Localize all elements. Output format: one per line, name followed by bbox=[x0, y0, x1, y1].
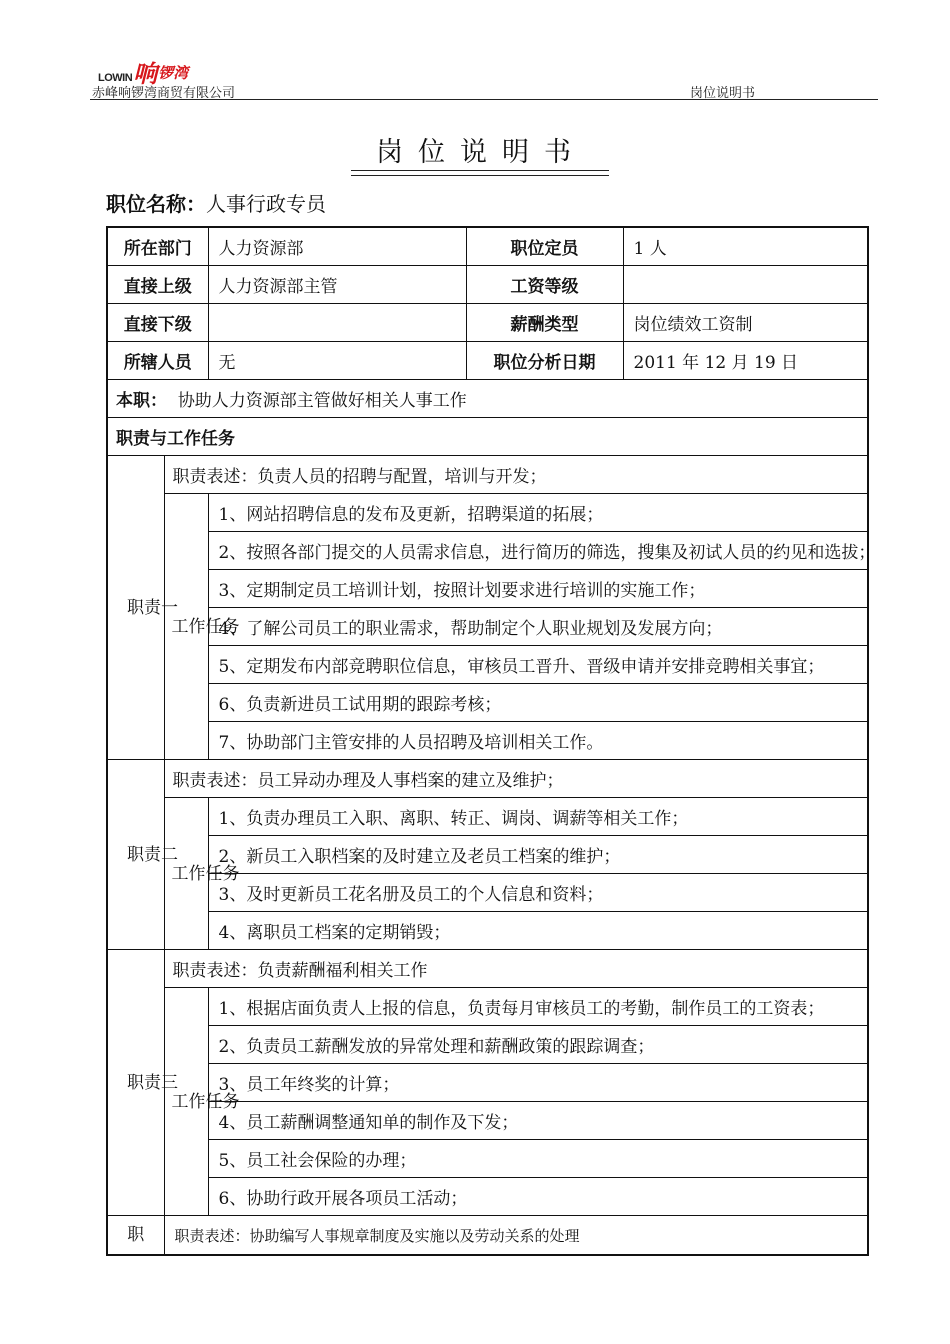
resp3-task-5: 5、员工社会保险的办理； bbox=[208, 1140, 868, 1178]
resp1-task-1: 1、网站招聘信息的发布及更新，招聘渠道的拓展； bbox=[208, 494, 868, 532]
resp3-task-4: 4、员工薪酬调整通知单的制作及下发； bbox=[208, 1102, 868, 1140]
job-title-value: 人事行政专员 bbox=[206, 192, 326, 216]
page-header bbox=[90, 56, 878, 102]
logo-big-char: 响 bbox=[133, 60, 158, 88]
resp1-label: 职责一 bbox=[107, 456, 164, 760]
task-row bbox=[107, 1140, 868, 1178]
resp1-task-4: 4、了解公司员工的职业需求，帮助制定个人职业规划及发展方向； bbox=[208, 608, 868, 646]
resp3-task-label: 工作任务 bbox=[164, 988, 208, 1216]
duty-cell bbox=[107, 380, 868, 418]
task-row bbox=[107, 874, 868, 912]
document-title: 岗位说明书 bbox=[376, 137, 586, 168]
date-label: 职位分析日期 bbox=[466, 342, 623, 380]
resp3-description: 职责表述：负责薪酬福利相关工作 bbox=[164, 950, 868, 988]
task-row bbox=[107, 1026, 868, 1064]
task-row bbox=[107, 570, 868, 608]
task-row bbox=[107, 494, 868, 532]
resp1-task-3: 3、定期制定员工培训计划，按照计划要求进行培训的实施工作； bbox=[208, 570, 868, 608]
duty-value: 协助人力资源部主管做好相关人事工作 bbox=[177, 391, 467, 411]
resp2-task-1: 1、负责办理员工入职、离职、转正、调岗、调薪等相关工作； bbox=[208, 798, 868, 836]
duty-label: 本职： bbox=[116, 391, 167, 411]
resp1-description: 职责表述：负责人员的招聘与配置，培训与开发； bbox=[164, 456, 868, 494]
resp2-desc-row bbox=[107, 760, 868, 798]
resp3-task-6: 6、协助行政开展各项员工活动； bbox=[208, 1178, 868, 1216]
resp2-task-4: 4、离职员工档案的定期销毁； bbox=[208, 912, 868, 950]
resp3-task-3: 3、员工年终奖的计算； bbox=[208, 1064, 868, 1102]
job-title-line bbox=[106, 188, 326, 217]
task-row bbox=[107, 608, 868, 646]
pay-type-label: 薪酬类型 bbox=[466, 304, 623, 342]
task-row bbox=[107, 722, 868, 760]
info-row-1 bbox=[107, 227, 868, 266]
resp1-task-6: 6、负责新进员工试用期的跟踪考核； bbox=[208, 684, 868, 722]
resp2-description: 职责表述：员工异动办理及人事档案的建立及维护； bbox=[164, 760, 868, 798]
info-row-4 bbox=[107, 342, 868, 380]
header-divider bbox=[90, 99, 878, 100]
resp3-label: 职责三 bbox=[107, 950, 164, 1216]
headcount-label: 职位定员 bbox=[466, 227, 623, 266]
info-row-2 bbox=[107, 266, 868, 304]
info-row-3 bbox=[107, 304, 868, 342]
task-row bbox=[107, 912, 868, 950]
subordinate-label: 直接下级 bbox=[107, 304, 208, 342]
staff-label: 所辖人员 bbox=[107, 342, 208, 380]
title-underline-secondary bbox=[351, 175, 609, 176]
grade-value bbox=[623, 266, 868, 304]
title-underline bbox=[351, 170, 609, 171]
subordinate-value bbox=[208, 304, 466, 342]
task-row bbox=[107, 798, 868, 836]
resp4-desc-row bbox=[107, 1216, 868, 1256]
pay-type-value: 岗位绩效工资制 bbox=[623, 304, 868, 342]
dept-label: 所在部门 bbox=[107, 227, 208, 266]
resp2-task-2: 2、新员工入职档案的及时建立及老员工档案的维护； bbox=[208, 836, 868, 874]
task-row bbox=[107, 532, 868, 570]
resp1-desc-row bbox=[107, 456, 868, 494]
resp1-task-2: 2、按照各部门提交的人员需求信息，进行简历的筛选，搜集及初试人员的约见和选拔； bbox=[208, 532, 868, 570]
task-row bbox=[107, 1178, 868, 1216]
task-row bbox=[107, 988, 868, 1026]
resp1-task-7: 7、协助部门主管安排的人员招聘及培训相关工作。 bbox=[208, 722, 868, 760]
section-row bbox=[107, 418, 868, 456]
staff-value: 无 bbox=[208, 342, 466, 380]
resp2-task-label: 工作任务 bbox=[164, 798, 208, 950]
resp4-label: 职 bbox=[107, 1216, 164, 1256]
resp3-task-1: 1、根据店面负责人上报的信息，负责每月审核员工的考勤，制作员工的工资表； bbox=[208, 988, 868, 1026]
job-description-table bbox=[106, 226, 876, 1256]
logo-small-chars: 锣湾 bbox=[158, 64, 189, 82]
dept-value: 人力资源部 bbox=[208, 227, 466, 266]
resp2-task-3: 3、及时更新员工花名册及员工的个人信息和资料； bbox=[208, 874, 868, 912]
superior-value: 人力资源部主管 bbox=[208, 266, 466, 304]
task-row bbox=[107, 646, 868, 684]
resp4-description: 职责表述：协助编写人事规章制度及实施以及劳动关系的处理 bbox=[164, 1216, 868, 1256]
date-value: 2011 年 12 月 19 日 bbox=[623, 342, 868, 380]
resp2-label: 职责二 bbox=[107, 760, 164, 950]
grade-label: 工资等级 bbox=[466, 266, 623, 304]
resp1-task-label: 工作任务 bbox=[164, 494, 208, 760]
task-row bbox=[107, 684, 868, 722]
company-name: 赤峰响锣湾商贸有限公司 bbox=[92, 86, 236, 101]
resp1-task-5: 5、定期发布内部竞聘职位信息，审核员工晋升、晋级申请并安排竞聘相关事宜； bbox=[208, 646, 868, 684]
logo-latin-text: LOWIN bbox=[98, 72, 133, 84]
section-title: 职责与工作任务 bbox=[107, 418, 868, 456]
headcount-value: 1 人 bbox=[623, 227, 868, 266]
job-title-label: 职位名称： bbox=[106, 192, 206, 216]
resp3-desc-row bbox=[107, 950, 868, 988]
superior-label: 直接上级 bbox=[107, 266, 208, 304]
resp3-task-2: 2、负责员工薪酬发放的异常处理和薪酬政策的跟踪调查； bbox=[208, 1026, 868, 1064]
task-row bbox=[107, 1102, 868, 1140]
header-doc-type: 岗位说明书 bbox=[690, 86, 756, 101]
duty-row bbox=[107, 380, 868, 418]
